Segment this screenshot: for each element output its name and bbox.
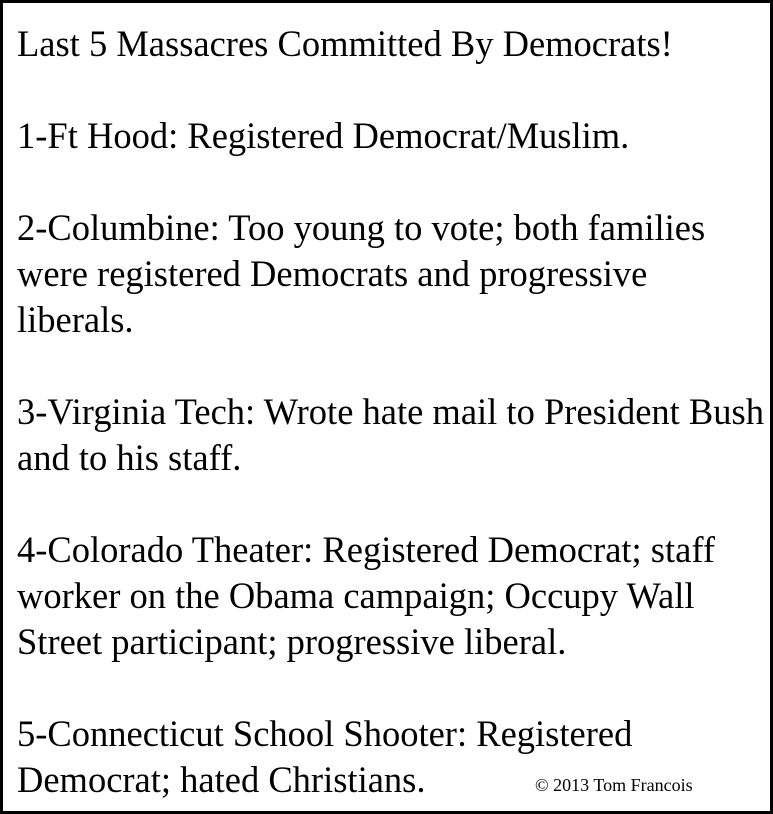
- list-item: 2-Columbine: Too young to vote; both families were registered Democrats and progressive liberals.: [17, 207, 706, 340]
- list-item: 4-Colorado Theater: Registered Democrat; staff worker on the Obama campaign; Occupy Wall Street participant; progressive liberal.: [17, 529, 715, 662]
- copyright-notice: © 2013 Tom Francois: [535, 775, 693, 795]
- list-item: 1-Ft Hood: Registered Democrat/Muslim.: [17, 115, 630, 156]
- list-item: 5-Connecticut School Shooter: Registered Democrat; hated Christians.: [17, 713, 633, 800]
- document-body: [17, 21, 767, 803]
- document-title: Last 5 Massacres Committed By Democrats!: [17, 23, 673, 64]
- list-item: 3-Virginia Tech: Wrote hate mail to President Bush and to his staff.: [17, 391, 764, 478]
